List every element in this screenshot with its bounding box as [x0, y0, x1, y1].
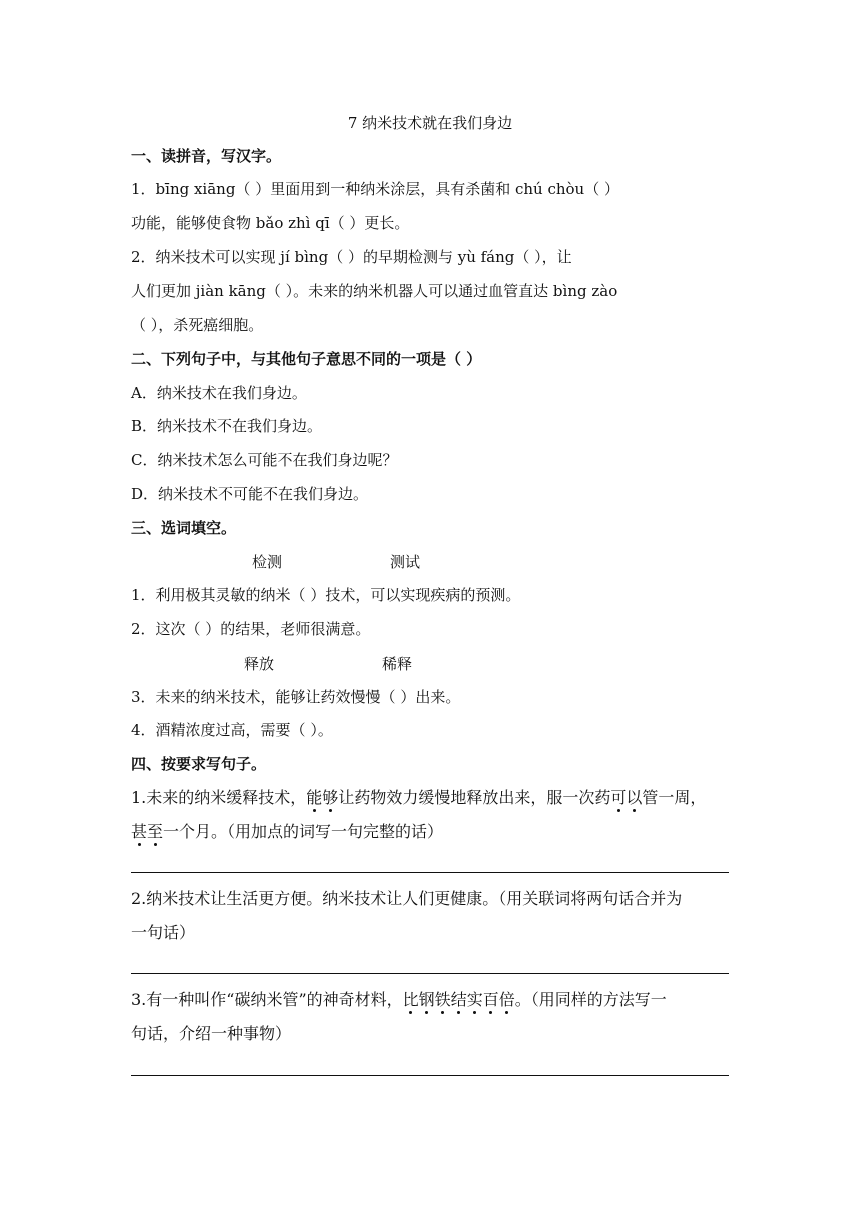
emphasis-char: 倍 [498, 990, 515, 1009]
s1-line-2: 功能，能够使食物 bǎo zhì qī（ ）更长。 [131, 214, 410, 232]
s3-question-4: 4．酒精浓度过高，需要（ ）。 [131, 721, 333, 739]
section-3-heading: 三、选词填空。 [131, 519, 237, 537]
s4-question-1-line-1: 1.未来的纳米缓释技术，能够让药物效力缓慢地释放出来，服一次药可以管一周， [131, 788, 707, 807]
s4-question-2-line-2: 一句话） [131, 923, 196, 942]
emphasis-char: 实 [466, 990, 483, 1009]
emphasis-char: 比 [402, 990, 419, 1009]
answer-line-1[interactable] [131, 872, 729, 873]
emphasis-char: 以 [626, 788, 643, 807]
emphasis-char: 钢 [418, 990, 435, 1009]
s1-line-3: 2．纳米技术可以实现 jí bìng（ ）的早期检测与 yù fáng（ ），让 [131, 248, 572, 266]
option-b: B．纳米技术不在我们身边。 [131, 417, 323, 435]
s1-line-4: 人们更加 jiàn kāng（ ）。未来的纳米机器人可以通过血管直达 bìng zào [131, 282, 618, 300]
emphasis-char: 铁 [434, 990, 451, 1009]
s4-question-1-line-2: 甚至一个月。（用加点的词写一句完整的话） [131, 822, 444, 841]
section-4-heading: 四、按要求写句子。 [131, 755, 267, 773]
section-2-heading: 二、下列句子中，与其他句子意思不同的一项是（ ） [131, 350, 482, 368]
s1-line-1: 1．bīng xiāng（ ）里面用到一种纳米涂层，具有杀菌和 chú chòu（ ） [131, 180, 619, 198]
emphasis-char: 可 [610, 788, 627, 807]
s1-line-5: （ ），杀死癌细胞。 [131, 316, 264, 334]
s4-question-2-line-1: 2.纳米技术让生活更方便。纳米技术让人们更健康。（用关联词将两句话合并为 [131, 889, 683, 908]
s3-question-1: 1．利用极其灵敏的纳米（ ）技术，可以实现疾病的预测。 [131, 586, 521, 604]
s4-question-3-line-1: 3.有一种叫作“碳纳米管”的神奇材料，比钢铁结实百倍。（用同样的方法写一 [131, 990, 667, 1009]
word-choice-1a: 检测 [252, 553, 283, 571]
emphasis-char: 结 [450, 990, 467, 1009]
s3-question-2: 2．这次（ ）的结果，老师很满意。 [131, 620, 371, 638]
emphasis-char: 够 [322, 788, 339, 807]
option-c: C．纳米技术怎么可能不在我们身边呢？ [131, 451, 398, 469]
section-1-heading: 一、读拼音，写汉字。 [131, 147, 282, 165]
emphasis-char: 至 [147, 822, 164, 841]
emphasis-char: 能 [306, 788, 323, 807]
option-a: A．纳米技术在我们身边。 [131, 384, 307, 402]
option-d: D．纳米技术不可能不在我们身边。 [131, 485, 369, 503]
s3-question-3: 3．未来的纳米技术，能够让药效慢慢（ ）出来。 [131, 688, 461, 706]
word-choice-1b: 测试 [390, 553, 421, 571]
answer-line-3[interactable] [131, 1075, 729, 1076]
answer-line-2[interactable] [131, 973, 729, 974]
word-choice-2a: 释放 [244, 655, 275, 673]
s4-question-3-line-2: 句话，介绍一种事物） [131, 1024, 292, 1043]
emphasis-char: 甚 [131, 822, 148, 841]
word-choice-2b: 稀释 [382, 655, 413, 673]
page-title: 7 纳米技术就在我们身边 [347, 114, 513, 132]
emphasis-char: 百 [482, 990, 499, 1009]
